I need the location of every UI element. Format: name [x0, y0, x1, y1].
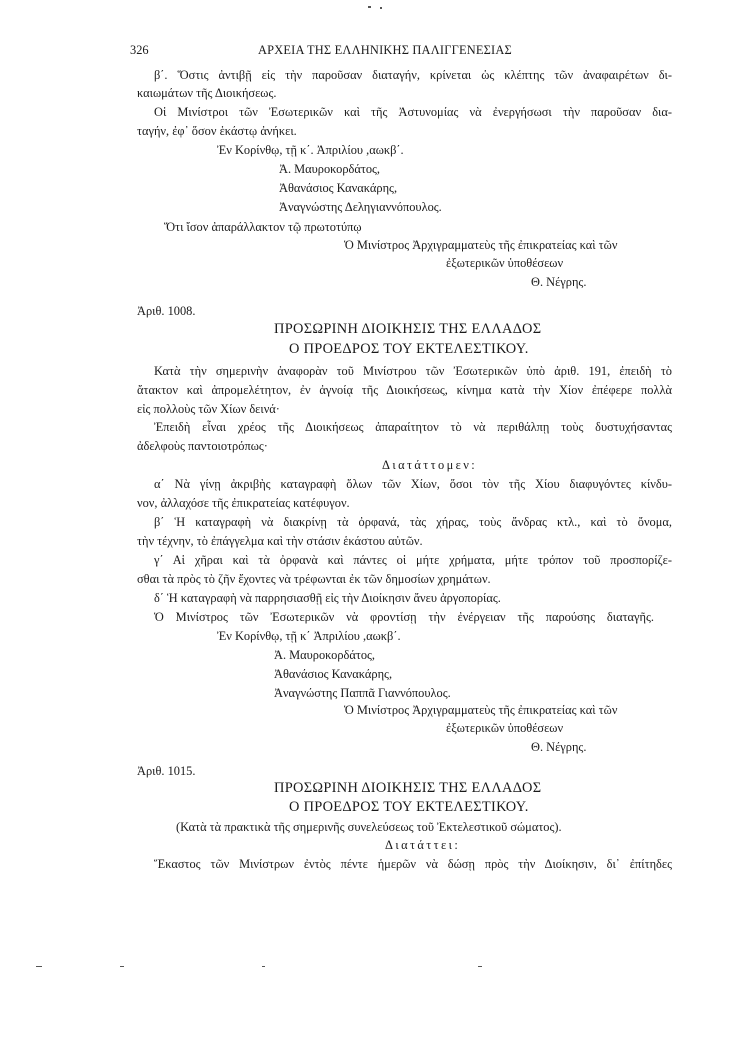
doc2-intro-line3: εἰς πολλοὺς τῶν Χίων δεινά·	[137, 402, 280, 416]
page-number: 326	[130, 43, 149, 57]
doc2-clause-b-line2: τὴν τέχνην, τὸ ἐπάγγελμα καὶ τὴν στάσιν ἑκάστου αὐτῶν.	[137, 534, 423, 548]
doc2-place-date: Ἐν Κορίνθῳ, τῇ κ΄ Ἀπριλίου ,αωκβ΄.	[217, 629, 401, 643]
doc2-number: Ἀριθ. 1008.	[137, 304, 196, 318]
doc1-copy-note: Ὅτι ἴσον ἀπαράλλακτον τῷ πρωτοτύπῳ	[164, 220, 362, 234]
doc3-title-2: Ο ΠΡΟΕΔΡΟΣ ΤΟΥ ΕΚΤΕΛΕΣΤΙΚΟΥ.	[289, 799, 529, 815]
doc1-place-date: Ἐν Κορίνθῳ, τῇ κ΄. Ἀπριλίου ,αωκβ΄.	[217, 143, 404, 157]
doc3-number: Ἀριθ. 1015.	[137, 764, 196, 778]
doc2-clause-a-line1: α΄ Νὰ γίνῃ ἀκριβὴς καταγραφὴ ὅλων τῶν Χίων, ὅσοι τὸν τῆς Χίου διαφυγόντες κίνδυ-	[154, 477, 672, 491]
doc2-signatory-3: Ἀναγνώστης Παππᾶ Γιαννόπουλος.	[274, 686, 451, 700]
doc2-secretary-name: Θ. Νέγρης.	[531, 740, 587, 754]
doc2-secretary-line2: ἐξωτερικῶν ὑποθέσεων	[446, 721, 564, 735]
doc1-signatory-1: Ἀ. Μαυροκορδάτος,	[279, 162, 381, 176]
doc2-minister-line: Ὁ Μινίστρος τῶν Ἐσωτερικῶν νὰ φροντίσῃ τὴν ἐνέργειαν τῆς παρούσης διαταγῆς.	[154, 610, 654, 624]
doc2-clause-g-line1: γ΄ Αἱ χῆραι καὶ τὰ ὀρφανὰ καὶ πάντες οἱ μήτε χρήματα, μήτε τρόπον τοῦ προσπορίζε-	[154, 553, 672, 567]
doc2-signatory-2: Ἀθανάσιος Κανακάρης,	[274, 667, 393, 681]
doc2-decree-word: Διατάττομεν:	[382, 458, 478, 472]
doc2-secretary-line1: Ὁ Μινίστρος Ἀρχιγραμματεὺς τῆς ἐπικρατείας καὶ τῶν	[344, 703, 618, 717]
doc1-para-b-line1: β΄. Ὅστις ἀντιβῇ εἰς τὴν παροῦσαν διαταγήν, κρίνεται ὡς κλέπτης τῶν ἀναφαιρέτων δι-	[154, 68, 672, 82]
doc1-signatory-2: Ἀθανάσιος Κανακάρης,	[279, 181, 398, 195]
doc2-clause-d-line1: δ΄ Ἡ καταγραφὴ νὰ παρρησιασθῇ εἰς τὴν Διοίκησιν ἄνευ ἀργοπορίας.	[154, 591, 501, 605]
doc2-clause-g-line2: σθαι τὰ πρὸς τὸ ζῆν ἔχοντες νὰ τρέφωνται ἐκ τῶν δημοσίων χρημάτων.	[137, 572, 491, 586]
doc1-ministers-line1: Οἱ Μινίστροι τῶν Ἐσωτερικῶν καὶ τῆς Ἀστυνομίας νὰ ἐνεργήσωσι τὴν παροῦσαν δια-	[154, 105, 672, 119]
doc1-ministers-line2: ταγήν, ἐφ᾽ ὅσον ἑκάστῳ ἀνήκει.	[137, 124, 297, 138]
doc1-secretary-name: Θ. Νέγρης.	[531, 275, 587, 289]
doc2-signatory-1: Ἀ. Μαυροκορδάτος,	[274, 648, 376, 662]
doc2-intro-line2: ἄτακτον καὶ ἀπρομελέτητον, ἐν ἀγνοίᾳ τῆς Διοικήσεως, κίνημα κατὰ τὴν Χίον ἐπέφερε πολλὰ	[137, 383, 672, 397]
doc2-intro2-line2: ἀδελφοὺς παντοιοτρόπως·	[137, 439, 268, 453]
doc1-secretary-line2: ἐξωτερικῶν ὑποθέσεων	[446, 256, 564, 270]
doc1-para-b-line2: καιωμάτων τῆς Διοικήσεως.	[137, 86, 277, 100]
doc3-decree-word: Διατάττει:	[385, 838, 461, 852]
doc1-signatory-3: Ἀναγνώστης Δεληγιαννόπουλος.	[279, 200, 442, 214]
doc2-clause-b-line1: β΄ Ἡ καταγραφὴ νὰ διακρίνῃ τὰ ὀρφανά, τὰς χήρας, τοὺς ἄνδρας κτλ., καὶ τὸ ὄνομα,	[154, 515, 672, 529]
doc2-title-1: ΠΡΟΣΩΡΙΝΗ ΔΙΟΙΚΗΣΙΣ ΤΗΣ ΕΛΛΑΔΟΣ	[274, 321, 542, 337]
doc1-secretary-line1: Ὁ Μινίστρος Ἀρχιγραμματεὺς τῆς ἐπικρατείας καὶ τῶν	[344, 238, 618, 252]
running-title: ΑΡΧΕΙΑ ΤΗΣ ΕΛΛΗΝΙΚΗΣ ΠΑΛΙΓΓΕΝΕΣΙΑΣ	[258, 43, 512, 57]
doc3-body-line1: Ἕκαστος τῶν Μινίστρων ἐντὸς πέντε ἡμερῶν νὰ δώσῃ πρὸς τὴν Διοίκησιν, δι᾽ ἐπίτηδες	[154, 857, 672, 871]
doc3-subtitle: (Κατὰ τὰ πρακτικὰ τῆς σημερινῆς συνελεύσεως τοῦ Ἐκτελεστικοῦ σώματος).	[176, 820, 562, 834]
doc2-intro-line1: Κατὰ τὴν σημερινὴν ἀναφορὰν τοῦ Μινίστρου τῶν Ἐσωτερικῶν ὑπὸ ἀριθ. 191, ἐπειδὴ τὸ	[154, 364, 672, 378]
doc3-title-1: ΠΡΟΣΩΡΙΝΗ ΔΙΟΙΚΗΣΙΣ ΤΗΣ ΕΛΛΑΔΟΣ	[274, 780, 542, 796]
doc2-intro2-line1: Ἐπειδὴ εἶναι χρέος τῆς Διοικήσεως ἀπαραίτητον τὸ νὰ περιθάλπῃ τοὺς δυστυχήσαντας	[154, 420, 672, 434]
doc2-clause-a-line2: νον, ἀλλαχόσε τῆς ἐπικρατείας κατέφυγον.	[137, 496, 350, 510]
doc2-title-2: Ο ΠΡΟΕΔΡΟΣ ΤΟΥ ΕΚΤΕΛΕΣΤΙΚΟΥ.	[289, 341, 529, 357]
